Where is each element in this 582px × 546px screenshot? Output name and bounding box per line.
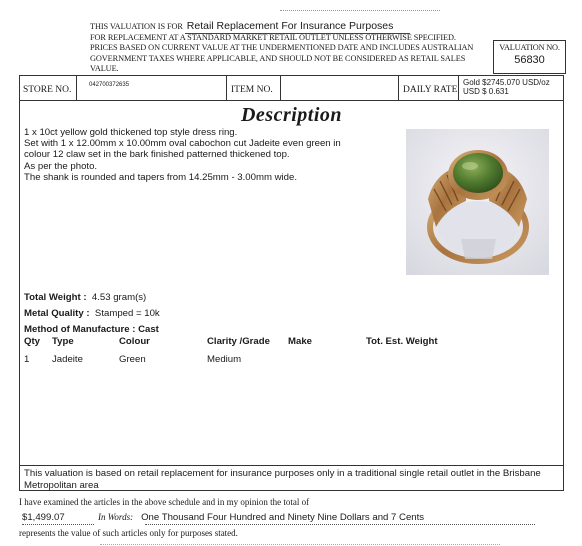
ring-attributes (24, 290, 160, 338)
purpose-underline (185, 33, 410, 34)
description-body (24, 127, 394, 183)
description-line: As per the photo. (24, 160, 98, 172)
table-cell-colour: Green (119, 354, 146, 365)
method-label: Method of Manufacture : (24, 324, 136, 335)
amount-in-words: One Thousand Four Hundred and Ninety Nine Dollars and 7 Cents (141, 512, 425, 523)
valuation-purpose: Retail Replacement For Insurance Purposes (186, 20, 394, 32)
info-row (19, 75, 564, 101)
total-weight-value: 4.53 gram(s) (91, 292, 147, 303)
amount-underline (22, 524, 94, 525)
valuation-basis-note: This valuation is based on retail replacement for insurance purposes only in a traditional single retail outlet in the Brisbane Metropolitan area (24, 468, 541, 491)
usd-rate: USD $ 0.631 (463, 87, 509, 96)
valuation-header (90, 21, 490, 75)
header-line2: FOR REPLACEMENT AT A STANDARD MARKET RETAIL OUTLET UNLESS OTHERWISE SPECIFIED. (90, 32, 456, 42)
total-amount-line (22, 512, 424, 523)
store-number-value: 042700372635 (77, 75, 227, 100)
item-number-value (281, 75, 399, 100)
method-value: Cast (138, 324, 159, 335)
description-line: colour 12 claw set in the bark finished patterned thickened top. (24, 149, 290, 161)
description-title: Description (240, 104, 343, 126)
valuation-number: 56830 (514, 54, 545, 66)
description-line: The shank is rounded and tapers from 14.25mm - 3.00mm wide. (24, 171, 298, 183)
words-underline (145, 524, 535, 525)
item-number-label: ITEM NO. (227, 75, 281, 100)
table-header-clarity: Clarity /Grade (207, 336, 270, 347)
table-cell-qty: 1 (24, 354, 30, 365)
header-line3: PRICES BASED ON CURRENT VALUE AT THE UNDERMENTIONED DATE AND INCLUDES AUSTRALIAN (90, 43, 474, 53)
table-header-type: Type (52, 336, 74, 347)
in-words-label: In Words: (98, 512, 134, 522)
represents-statement: represents the value of such articles only for purposes stated. (19, 528, 238, 538)
table-header-qty: Qty (24, 336, 40, 347)
table-header-colour: Colour (119, 336, 150, 347)
store-number-label: STORE NO. (19, 75, 77, 100)
metal-quality-value: Stamped = 10k (94, 308, 160, 319)
ring-photo (406, 129, 549, 275)
description-line: Set with 1 x 12.00mm x 10.00mm oval cabochon cut Jadeite even green in (24, 138, 341, 150)
description-line: 1 x 10ct yellow gold thickened top style dress ring. (24, 127, 238, 138)
total-amount: $1,499.07 (22, 512, 65, 523)
examined-statement: I have examined the articles in the above schedule and in my opinion the total of (19, 497, 310, 507)
gold-rate: Gold $2745.070 USD/oz (463, 78, 550, 87)
header-line1-prefix: THIS VALUATION IS FOR (90, 22, 183, 31)
table-header-make: Make (288, 336, 312, 347)
daily-rate-values (459, 75, 564, 100)
valuation-number-label: VALUATION NO. (499, 43, 560, 52)
total-weight-label: Total Weight : (24, 292, 87, 303)
daily-rate-label: DAILY RATE (399, 75, 459, 100)
valuation-number-box (493, 40, 566, 74)
top-dotted-rule (280, 10, 440, 11)
header-line4: GOVERNMENT TAXES WHERE APPLICABLE, AND SHOULD NOT BE CONSIDERED AS RETAIL SALES VALUE. (90, 53, 466, 74)
bottom-dotted-rule (100, 544, 500, 545)
table-cell-type: Jadeite (52, 354, 83, 365)
table-cell-clarity: Medium (207, 354, 242, 365)
metal-quality-label: Metal Quality : (24, 308, 90, 319)
jadeite-ring-image (406, 129, 549, 275)
footer-divider (19, 465, 564, 466)
table-header-weight: Tot. Est. Weight (366, 336, 438, 347)
